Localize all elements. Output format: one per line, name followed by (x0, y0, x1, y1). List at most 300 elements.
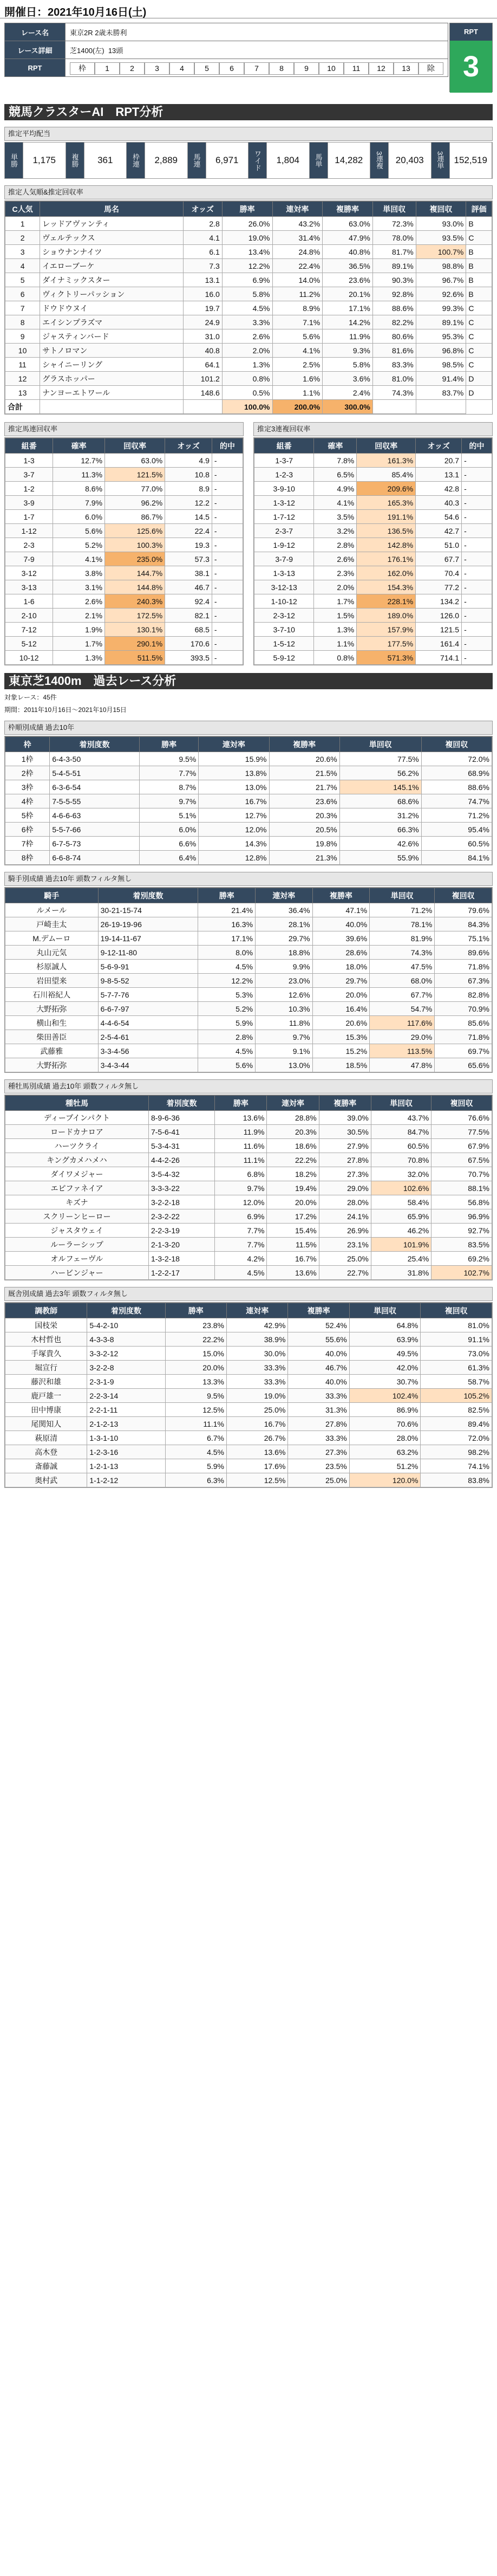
table-cell: 19-14-11-67 (98, 931, 198, 946)
table-cell: 10-12 (5, 651, 53, 665)
table-cell: 10.8 (165, 468, 212, 482)
table-cell: 200.0% (272, 400, 323, 414)
table-cell: 4-6-6-63 (50, 808, 140, 823)
table-cell: 33.3% (288, 1389, 349, 1403)
table-row (5, 329, 492, 344)
table-row (5, 580, 243, 594)
table-cell: 17.6% (227, 1459, 288, 1473)
table-cell: 98.5% (416, 358, 466, 372)
table-row (5, 552, 243, 566)
table-cell: 75.1% (435, 931, 492, 946)
table-cell: 0.5% (222, 386, 272, 400)
table-cell: 田中博康 (5, 1403, 87, 1417)
table-cell: 5 (5, 273, 40, 287)
table-cell: 2-3-12 (254, 609, 314, 623)
table-cell: 2.6% (53, 594, 105, 609)
table-cell: 6.1 (183, 245, 222, 259)
table-cell: 26.0% (222, 217, 272, 231)
trainer-subtitle: 厩舎別成績 過去3年 頭数フィルタ無し (4, 1287, 493, 1301)
table-cell: 30.5% (319, 1125, 371, 1139)
table-cell: - (212, 609, 243, 623)
table-cell: 40.0% (312, 917, 370, 931)
table-row (5, 1167, 492, 1181)
table-row (5, 1403, 492, 1417)
table-cell: 8 (5, 315, 40, 329)
column-header: 組番 (254, 438, 314, 454)
table-cell: イエローブーケ (40, 259, 183, 273)
table-cell: 117.6% (370, 1016, 435, 1030)
rpt-row-label: RPT (5, 59, 66, 77)
table-cell: 石川裕紀人 (5, 988, 99, 1002)
table-cell: 6.5% (314, 468, 357, 482)
table-cell: 20.0% (165, 1361, 226, 1375)
column-header: 連対率 (256, 888, 313, 903)
table-cell: 148.6 (183, 386, 222, 400)
table-row (5, 1347, 492, 1361)
table-cell: 77.5% (339, 752, 421, 766)
table-cell: 13.6% (227, 1445, 288, 1459)
table-cell: 121.5% (105, 468, 165, 482)
table-cell: 6.0% (139, 823, 198, 837)
gate-strip (70, 62, 443, 75)
table-cell: 1-3-2-18 (148, 1252, 214, 1266)
table-row (5, 496, 243, 510)
table-cell (372, 400, 416, 414)
table-cell: 高木登 (5, 1445, 87, 1459)
table-cell: 95.4% (421, 823, 492, 837)
table-cell: 5.6% (272, 329, 323, 344)
table-cell: 12.5% (227, 1473, 288, 1487)
stat-value: 1,804 (267, 143, 310, 178)
table-cell: 20.5% (269, 823, 339, 837)
table-cell: 2.3% (314, 566, 357, 580)
table-cell: 24.8% (272, 245, 323, 259)
table-cell: 12.2 (165, 496, 212, 510)
table-cell: 240.3% (105, 594, 165, 609)
umaren-table (5, 438, 243, 665)
date-label: 開催日：2021年10月16日(土) (4, 7, 147, 18)
stat-label: 3連複 (370, 143, 389, 178)
table-cell: 28.8% (267, 1111, 319, 1125)
table-cell: 23.0% (256, 974, 313, 988)
column-header: 勝率 (165, 1303, 226, 1318)
table-cell: 15.4% (267, 1224, 319, 1238)
table-cell: 9.7% (139, 794, 198, 808)
table-cell: 3-12 (5, 566, 53, 580)
table-cell: 144.7% (105, 566, 165, 580)
table-header-row (5, 438, 243, 454)
table-cell: 12.2% (222, 259, 272, 273)
sanrenpuku-table (254, 438, 492, 665)
table-cell: 96.7% (416, 273, 466, 287)
table-cell: 83.5% (431, 1238, 492, 1252)
table-cell: 47.8% (370, 1058, 435, 1072)
table-cell: 0.8% (222, 372, 272, 386)
table-cell: 92.6% (416, 287, 466, 301)
table-cell: 88.1% (431, 1181, 492, 1195)
table-cell: 2.8% (314, 538, 357, 552)
table-cell: 51.2% (349, 1459, 421, 1473)
table-cell: - (462, 609, 492, 623)
race-info-box (4, 23, 493, 104)
table-cell: 21.3% (269, 851, 339, 865)
table-cell: 11.6% (215, 1139, 267, 1153)
table-cell (40, 400, 183, 414)
table-cell: 42.9% (227, 1318, 288, 1332)
table-cell: 19.7 (183, 301, 222, 315)
table-row (5, 217, 492, 231)
table-cell: 105.2% (421, 1389, 492, 1403)
table-cell: スクリーンヒーロー (5, 1209, 149, 1224)
stat-label: 複勝 (66, 143, 84, 178)
table-cell: - (462, 566, 492, 580)
table-cell: 28.0% (319, 1195, 371, 1209)
table-cell: 3-9 (5, 496, 53, 510)
column-header: 複勝率 (269, 737, 339, 752)
table-cell: 22.7% (319, 1266, 371, 1280)
table-cell: 33.3% (288, 1431, 349, 1445)
column-header: 単回収 (370, 888, 435, 903)
table-total-row (5, 400, 492, 414)
table-cell: 83.3% (372, 358, 416, 372)
race-detail (66, 41, 448, 59)
table-cell: - (212, 637, 243, 651)
table-row (5, 594, 243, 609)
table-cell: 5.6% (53, 524, 105, 538)
race-info-table (4, 23, 448, 77)
table-row (254, 594, 492, 609)
stat-value: 361 (84, 143, 127, 178)
table-cell: 20.6% (312, 1016, 370, 1030)
table-cell: 15.0% (165, 1347, 226, 1361)
stat-label: ワイド (248, 143, 267, 178)
gate-label: 9 (294, 62, 319, 75)
table-cell: 7.7% (215, 1224, 267, 1238)
table-cell: 24.1% (319, 1209, 371, 1224)
table-row (5, 623, 243, 637)
column-header: 回収率 (105, 438, 165, 454)
table-cell: 5-12 (5, 637, 53, 651)
table-cell: 2.6% (314, 552, 357, 566)
table-cell: 23.6% (269, 794, 339, 808)
table-cell: 5.9% (198, 1016, 256, 1030)
stats-grid (5, 143, 492, 178)
table-cell: 4.5% (222, 301, 272, 315)
table-cell: 177.5% (357, 637, 416, 651)
table-cell: 69.7% (435, 1044, 492, 1058)
table-cell: 国枝栄 (5, 1318, 87, 1332)
table-row (5, 1445, 492, 1459)
table-cell: 25.4% (371, 1252, 431, 1266)
table-cell: 142.8% (357, 538, 416, 552)
table-cell: 82.5% (421, 1403, 492, 1417)
table-cell: シャイニーリング (40, 358, 183, 372)
gate-label: 12 (369, 62, 394, 75)
table-cell: 8.9 (165, 482, 212, 496)
analysis-period: 対象レース：45件 (4, 694, 57, 701)
table-cell: 12.2% (198, 974, 256, 988)
column-header: 複回収 (435, 888, 492, 903)
table-row (5, 358, 492, 372)
table-row (254, 566, 492, 580)
table-cell: 6-6-8-74 (50, 851, 140, 865)
table-row (5, 273, 492, 287)
table-cell: 31.4% (272, 231, 323, 245)
table-row (5, 1431, 492, 1445)
table-cell: 14.2% (323, 315, 373, 329)
table-cell: 3-13 (5, 580, 53, 594)
table-cell: 9.5% (139, 752, 198, 766)
table-cell: 15.2% (312, 1044, 370, 1058)
gate-label: 除 (418, 62, 443, 75)
table-cell: 56.2% (339, 766, 421, 780)
table-cell: 7.3 (183, 259, 222, 273)
column-header: 着別度数 (98, 888, 198, 903)
table-cell: 9-8-5-52 (98, 974, 198, 988)
table-row (5, 637, 243, 651)
table-cell: 4.9% (314, 482, 357, 496)
table-cell: 25.0% (319, 1252, 371, 1266)
column-header: オッズ (183, 202, 222, 217)
table-cell: - (462, 594, 492, 609)
table-cell: 8.6% (53, 482, 105, 496)
table-cell: 43.7% (371, 1111, 431, 1125)
table-cell: 1-9-12 (254, 538, 314, 552)
table-cell: 6枠 (5, 823, 50, 837)
table-header-row (5, 1303, 492, 1318)
table-row (5, 917, 492, 931)
table-cell: 7.8% (314, 454, 357, 468)
table-cell: 79.6% (435, 903, 492, 917)
table-cell: 130.1% (105, 623, 165, 637)
table-cell: 13.6% (267, 1266, 319, 1280)
table-cell: 55.6% (288, 1332, 349, 1347)
table-row (5, 1375, 492, 1389)
table-cell: 1-3-7 (254, 454, 314, 468)
table-cell: C (466, 301, 492, 315)
gate-table (5, 736, 492, 865)
stats-panel (4, 142, 493, 179)
table-cell: 92.8% (372, 287, 416, 301)
table-cell: 25.0% (288, 1473, 349, 1487)
table-cell: 3-9-10 (254, 482, 314, 496)
table-cell: 30.0% (227, 1347, 288, 1361)
stat-value: 20,403 (389, 143, 431, 178)
column-header: 的中 (212, 438, 243, 454)
table-cell: 16.0 (183, 287, 222, 301)
table-cell: 6-4-3-50 (50, 752, 140, 766)
table-cell: 84.1% (421, 851, 492, 865)
rpt-label: RPT (450, 23, 492, 41)
table-cell: 68.0% (370, 974, 435, 988)
table-cell: 22.4 (165, 524, 212, 538)
table-row (5, 1361, 492, 1375)
table-row (5, 1111, 492, 1125)
table-cell: 9.7% (256, 1030, 313, 1044)
table-cell: 6.6% (139, 837, 198, 851)
table-cell: 73.0% (421, 1347, 492, 1361)
table-cell: 11.9% (323, 329, 373, 344)
bet-columns (4, 422, 493, 665)
table-cell: C (466, 358, 492, 372)
table-cell: 2-2-3-14 (87, 1389, 165, 1403)
table-cell: 4.1 (183, 231, 222, 245)
table-cell: 40.3 (416, 496, 462, 510)
table-cell: 74.7% (421, 794, 492, 808)
table-cell: 81.7% (372, 245, 416, 259)
table-cell: 16.7% (227, 1417, 288, 1431)
table-cell: 手塚貴久 (5, 1347, 87, 1361)
gate-label: 8 (269, 62, 294, 75)
table-row (5, 566, 243, 580)
column-header: 単回収 (372, 202, 416, 217)
table-cell: 武藤雅 (5, 1044, 99, 1058)
table-cell: 172.5% (105, 609, 165, 623)
table-cell: 235.0% (105, 552, 165, 566)
gate-label: 枠 (70, 62, 95, 75)
jockey-panel (4, 887, 493, 1073)
stat-value: 14,282 (328, 143, 371, 178)
table-cell: 40.8% (323, 245, 373, 259)
table-cell: 82.2% (372, 315, 416, 329)
table-cell: 31.2% (339, 808, 421, 823)
table-cell: B (466, 287, 492, 301)
table-cell: 100.7% (416, 245, 466, 259)
table-cell: 91.1% (421, 1332, 492, 1347)
table-cell: 杉原誠人 (5, 960, 99, 974)
table-cell: 7.7% (139, 766, 198, 780)
table-cell: 5.3% (198, 988, 256, 1002)
column-header: 回収率 (357, 438, 416, 454)
sire-subtitle: 種牡馬別成績 過去10年 頭数フィルタ無し (4, 1079, 493, 1093)
table-cell: 12 (5, 372, 40, 386)
table-cell: 鹿戸雄一 (5, 1389, 87, 1403)
table-row (5, 946, 492, 960)
popular-subtitle: 推定人気順&推定回収率 (4, 185, 493, 199)
table-cell: 47.9% (323, 231, 373, 245)
table-row (5, 1209, 492, 1224)
table-row (5, 315, 492, 329)
table-cell: 96.9% (431, 1209, 492, 1224)
table-cell: 125.6% (105, 524, 165, 538)
table-cell: 64.8% (349, 1318, 421, 1332)
popular-panel (4, 200, 493, 415)
table-cell: 69.2% (431, 1252, 492, 1266)
table-row (5, 1058, 492, 1072)
table-cell: 71.8% (435, 1030, 492, 1044)
table-cell: - (212, 524, 243, 538)
sire-panel (4, 1095, 493, 1280)
table-cell: 46.2% (371, 1224, 431, 1238)
table-cell: 8-9-6-36 (148, 1111, 214, 1125)
table-cell: 1-2-1-13 (87, 1459, 165, 1473)
table-cell: - (212, 651, 243, 665)
table-cell: 2.6% (222, 329, 272, 344)
table-cell: 29.7% (312, 974, 370, 988)
column-header: 連対率 (267, 1096, 319, 1111)
table-cell: M.デムーロ (5, 931, 99, 946)
table-cell: 2-3-1-9 (87, 1375, 165, 1389)
race-name-label: レース名 (5, 23, 66, 41)
table-cell: 100.0% (222, 400, 272, 414)
table-cell: 3-5-4-32 (148, 1167, 214, 1181)
table-header-row (5, 1096, 492, 1111)
table-cell: C (466, 344, 492, 358)
table-cell: 70.7% (431, 1167, 492, 1181)
table-cell: 29.7% (256, 931, 313, 946)
table-cell: 65.6% (435, 1058, 492, 1072)
table-cell: 78.0% (372, 231, 416, 245)
table-cell: 77.0% (105, 482, 165, 496)
table-cell: 1-7 (5, 510, 53, 524)
umaren-subtitle: 推定馬連回収率 (4, 422, 244, 436)
table-cell: 88.6% (372, 301, 416, 315)
table-row (5, 1016, 492, 1030)
table-cell: 68.5 (165, 623, 212, 637)
table-cell: - (462, 524, 492, 538)
table-row (5, 510, 243, 524)
table-row (254, 637, 492, 651)
table-cell: 27.3% (319, 1167, 371, 1181)
table-cell: 714.1 (416, 651, 462, 665)
table-cell: 80.6% (372, 329, 416, 344)
table-cell: 3 (5, 245, 40, 259)
table-cell: 9.7% (215, 1181, 267, 1195)
table-cell: 70.6% (349, 1417, 421, 1431)
table-cell: 63.2% (349, 1445, 421, 1459)
table-cell: - (212, 510, 243, 524)
table-row (254, 623, 492, 637)
table-cell: 77.2 (416, 580, 462, 594)
table-row (5, 1238, 492, 1252)
table-cell: 5.9% (165, 1459, 226, 1473)
table-cell: 2-3-2-22 (148, 1209, 214, 1224)
table-row (5, 1473, 492, 1487)
table-cell: 31.3% (288, 1403, 349, 1417)
table-cell: 4.2% (215, 1252, 267, 1266)
table-cell: 3-4-3-44 (98, 1058, 198, 1072)
table-cell: 3.8% (53, 566, 105, 580)
table-cell: 柴田善臣 (5, 1030, 99, 1044)
table-cell: 5-9-12 (254, 651, 314, 665)
table-cell: 1-2 (5, 482, 53, 496)
table-cell: 19.3 (165, 538, 212, 552)
table-cell: 98.8% (416, 259, 466, 273)
table-cell: 40.0% (288, 1347, 349, 1361)
table-cell: 3.1% (53, 580, 105, 594)
race-detail-count: 13頭 (108, 46, 123, 55)
table-cell: 1.1% (272, 386, 323, 400)
table-cell: 戸崎圭太 (5, 917, 99, 931)
table-cell: 33.3% (227, 1375, 288, 1389)
column-header: 馬名 (40, 202, 183, 217)
table-cell: 144.8% (105, 580, 165, 594)
table-cell: 120.0% (349, 1473, 421, 1487)
table-row (254, 496, 492, 510)
table-cell: - (212, 594, 243, 609)
column-header: 複勝率 (323, 202, 373, 217)
table-cell: 157.9% (357, 623, 416, 637)
table-cell: 26-19-19-96 (98, 917, 198, 931)
table-cell: 12.0% (215, 1195, 267, 1209)
umaren-panel (4, 437, 244, 665)
table-row (5, 823, 492, 837)
table-row (5, 482, 243, 496)
table-cell: 30-21-15-74 (98, 903, 198, 917)
table-cell: 4.9 (165, 454, 212, 468)
table-cell: 71.8% (435, 960, 492, 974)
stat-label: 馬連 (188, 143, 206, 178)
